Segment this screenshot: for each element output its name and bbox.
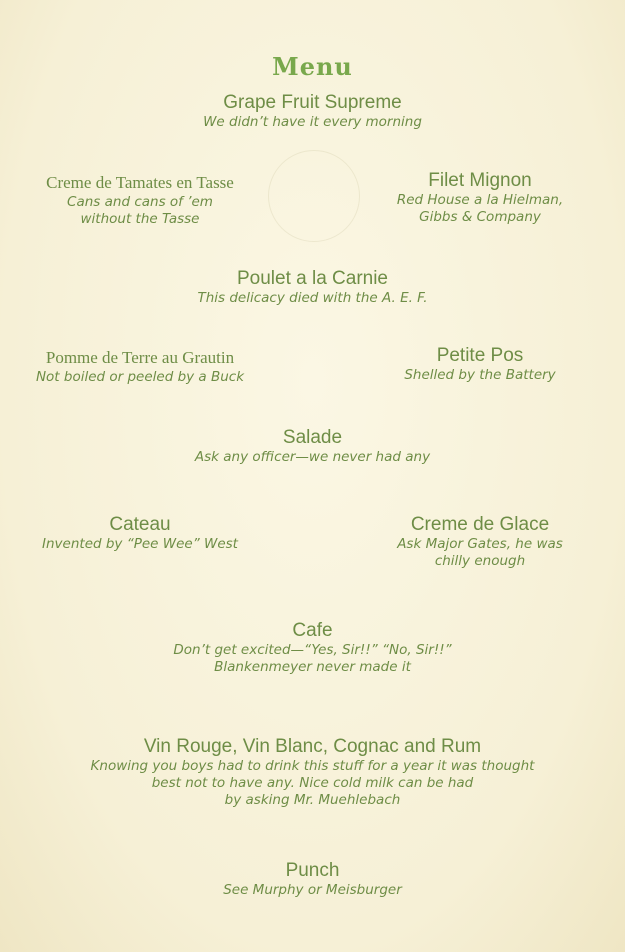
item-description: Red House a la Hielman, Gibbs & Company <box>396 192 564 225</box>
item-name: Creme de Tamates en Tasse <box>46 173 234 192</box>
item-name: Grape Fruit Supreme <box>223 92 402 113</box>
item-description: Ask any officer—we never had any <box>194 449 431 465</box>
item-name: Pomme de Terre au Grautin <box>45 348 235 367</box>
menu-item-petite-pos <box>350 345 610 384</box>
menu-item-tomato-soup <box>10 172 270 228</box>
item-description: Don’t get excited—“Yes, Sir!!” “No, Sir!!” Blankenmeyer never made it <box>173 642 452 675</box>
item-name: Vin Rouge, Vin Blanc, Cognac and Rum <box>143 736 482 757</box>
menu-item-filet-mignon <box>350 170 610 226</box>
item-description: Ask Major Gates, he was chilly enough <box>397 536 563 569</box>
item-name: Poulet a la Carnie <box>236 268 389 289</box>
item-name: Filet Mignon <box>428 170 532 191</box>
menu-item-pomme-de-terre <box>10 347 270 386</box>
menu-item-creme-de-glace <box>350 514 610 570</box>
menu-title: Menu <box>272 52 353 81</box>
item-name: Petite Pos <box>436 345 524 366</box>
menu-item-drinks <box>0 736 625 809</box>
menu-item-cafe <box>0 620 625 676</box>
item-description: Invented by “Pee Wee” West <box>42 536 238 552</box>
menu-item-cateau <box>10 514 270 553</box>
menu-item-salade <box>0 427 625 466</box>
item-description: Not boiled or peeled by a Buck <box>35 369 245 385</box>
menu-item-grapefruit <box>0 92 625 131</box>
item-name: Punch <box>285 860 340 881</box>
item-name: Salade <box>282 427 343 448</box>
item-name: Creme de Glace <box>410 514 550 535</box>
item-description: Knowing you boys had to drink this stuff for a year it was thought best not to have any. Nice cold milk can be had by asking Mr. Muehlebach <box>90 758 535 808</box>
item-description: Shelled by the Battery <box>404 367 556 383</box>
watermark-seal <box>268 150 360 242</box>
item-description: We didn’t have it every morning <box>203 114 422 130</box>
menu-item-punch <box>0 860 625 899</box>
item-name: Cateau <box>109 514 171 535</box>
item-name: Cafe <box>292 620 333 641</box>
item-description: Cans and cans of ’em without the Tasse <box>67 194 213 227</box>
item-description: See Murphy or Meisburger <box>223 882 402 898</box>
item-description: This delicacy died with the A. E. F. <box>197 290 428 306</box>
menu-item-poulet <box>0 268 625 307</box>
